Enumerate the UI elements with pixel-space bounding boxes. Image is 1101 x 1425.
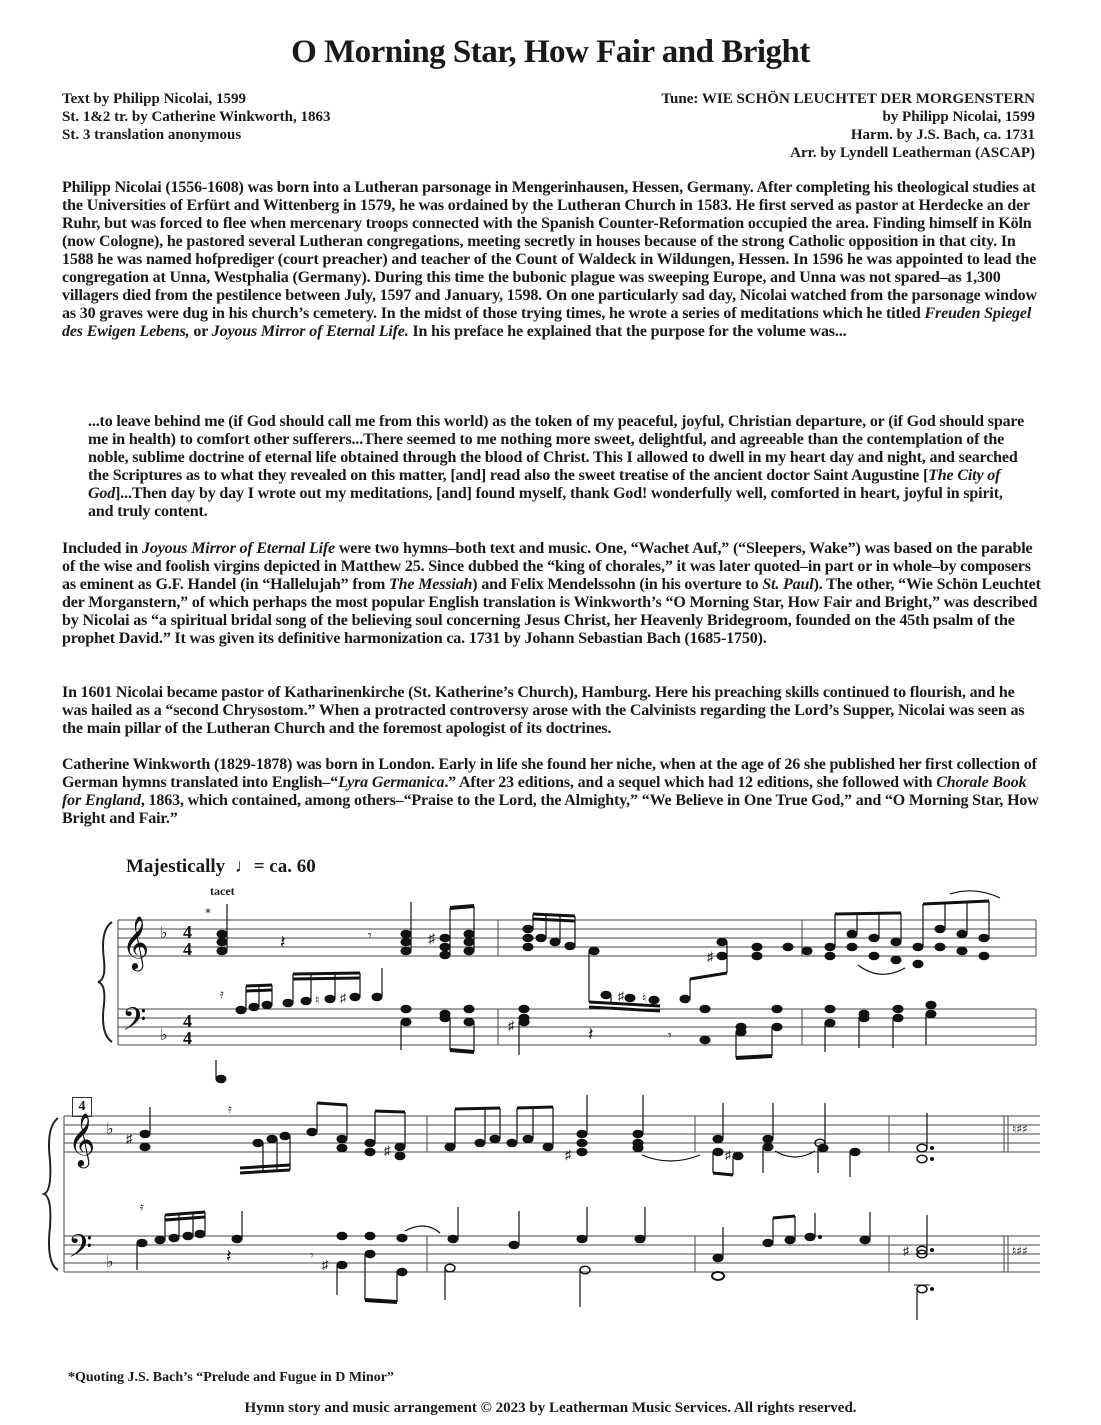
text: or	[189, 323, 212, 340]
svg-text:𝄽: 𝄽	[280, 932, 286, 952]
svg-text:♯: ♯	[725, 1148, 731, 1162]
text: , 1863, which contained, among others–“Praise to the Lord, the Almighty,” “We Believe in One True God,” and “O Morning Star, How Bright and Fair.”	[62, 792, 1039, 827]
svg-text:♭: ♭	[160, 923, 168, 942]
credit-tune: Tune: WIE SCHÖN LEUCHTET DER MORGENSTERN	[661, 91, 1035, 107]
italic-title: The City of God	[88, 467, 1001, 502]
music-system-2	[0, 1102, 1101, 1355]
bass-clef-icon: 𝄢	[122, 1001, 147, 1045]
tune-credits	[661, 90, 1035, 162]
text: ). The other, “Wie Schön Leuchtet der Morganstern,” of which perhaps the most popular English translation is Winkworth’s “O Morning Star, How Fair and Bright,” was described by Nicolai as “a spiritual bridal song of the believing soul concerning Jesus Christ, her Heavenly Bridegroom, founded on the 45th psalm of the prophet David.” It was given its definitive harmonization ca. 1731 by Johann Sebastian Bach (1685-1750).	[62, 576, 1041, 647]
credit-st3: St. 3 translation anonymous	[62, 127, 242, 143]
svg-text:4: 4	[183, 1028, 192, 1048]
quarter-note-icon: ♩	[234, 856, 254, 877]
text: ) and Felix Mendelssohn (in his overture to	[472, 576, 763, 593]
svg-text:𝄾: 𝄾	[668, 1029, 672, 1044]
svg-text:♯: ♯	[322, 1257, 329, 1272]
text: Catherine Winkworth (1829-1878) was born in London. Early in life she found her niche, when at the age of 26 she published her first collection of German hymns translated into English–“	[62, 756, 1037, 791]
tempo-text: Majestically	[126, 856, 226, 877]
tacet-marking: tacet	[210, 884, 235, 898]
text: Philipp Nicolai (1556-1608) was born into a Lutheran parsonage in Mengerinhausen, Hessen, Germany. After completing his theological studies at the Universities of Erfürt and Wittenberg in 1579, he was ordained by the Lutheran Church in 1583. He first served as pastor at Herdecke an der Ruhr, but was forced to flee when mercenary troops connected with the Spanish Counter-Reformation occupied the area. Finding himself in Köln (now Cologne), he pastored several Lutheran congregations, meeting secretly in houses because of the strong Catholic opposition in that city. In 1588 he was named hofprediger (court preacher) and teacher of the Count of Waldeck in Wildungen, Hessen. In 1596 he was appointed to lead the congregation at Unna, Westphalia (Germany). During this time the bubonic plague was sweeping Europe, and Unna was not spared–as 1,300 villagers died from the pestilence between July, 1597 and January, 1598. On one particularly sad day, Nicolai watched from the parsonage window as 30 graves were dug in his church’s cemetery. In the midst of those trying times, he wrote a series of meditations which he titled	[62, 179, 1037, 322]
story-paragraph-2	[62, 540, 1042, 648]
svg-text:♯: ♯	[707, 949, 714, 964]
sharp-key-signature-icon: ♮♯♯	[1012, 1244, 1028, 1258]
text: were two hymns–both text and music. One, “Wachet Auf,” (“Sleepers, Wake”) was based on the parable of the wise and foolish virgins depicted in Matthew 25. Since dubbed the “king of chorales,” it was later quoted–in part or in whole–by composers as eminent as G.F. Handel (in “Hallelujah” from	[62, 540, 1033, 593]
svg-text:𝄿: 𝄿	[228, 1102, 232, 1116]
treble-clef-icon: 𝄞	[68, 1112, 96, 1166]
italic-title: Chorale Book for England	[62, 774, 1027, 809]
svg-text:♭: ♭	[106, 1119, 114, 1138]
svg-text:𝄽: 𝄽	[226, 1246, 232, 1266]
svg-text:4: 4	[183, 922, 192, 942]
treble-clef-icon: 𝄞	[122, 915, 150, 969]
sharp-key-signature-icon: ♮♯♯	[1012, 1122, 1028, 1136]
italic-title: Lyra Germanica	[338, 774, 445, 791]
svg-text:♯: ♯	[384, 1143, 391, 1158]
svg-text:♯: ♯	[618, 989, 624, 1003]
italic-title: The Messiah	[389, 576, 473, 593]
italic-title: St. Paul	[762, 576, 814, 593]
credit-arranger: Arr. by Lyndell Leatherman (ASCAP)	[790, 145, 1035, 161]
svg-text:♮: ♮	[642, 991, 647, 1005]
copyright-notice: Hymn story and music arrangement © 2023 by Leatherman Music Services. All rights reserved.	[244, 1400, 857, 1416]
svg-text:𝄿: 𝄿	[220, 987, 224, 1001]
svg-text:♭: ♭	[160, 1025, 168, 1044]
story-paragraph-4	[62, 756, 1042, 828]
text: ]...Then day by day I wrote out my meditations, [and] found myself, thank God! wonderfully well, comforted in heart, joyful in spirit, and truly content.	[88, 485, 1003, 520]
music-system-1	[0, 890, 1101, 1100]
svg-text:4: 4	[183, 939, 192, 959]
text: ...to leave behind me (if God should call me from this world) as the token of my peaceful, joyful, Christian departure, or (if God should spare me in health) to comfort other sufferers...There seemed to me nothing more sweet, delightful, and agreeable than the contemplation of the noble, sublime doctrine of eternal life obtained through the blood of Christ. This I allowed to dwell in my heart day and night, and searched the Scriptures as to what they revealed on this matter, [and] read also the sweet treatise of the ancient doctor Saint Augustine [	[88, 413, 1025, 484]
svg-text:♯: ♯	[903, 1244, 909, 1258]
measure-number: 4	[72, 1097, 92, 1117]
text-credits	[62, 90, 331, 144]
svg-text:𝄽: 𝄽	[588, 1024, 594, 1044]
tempo-marking	[126, 856, 316, 878]
italic-title: Freuden Spiegel des Ewigen Lebens,	[62, 305, 1032, 340]
text: In 1601 Nicolai became pastor of Katharinenkirche (St. Katherine’s Church), Hamburg. Here his preaching skills continued to flourish, and he was hailed as a “second Chrysostom.” When a protracted controversy arose with the Calvinists regarding the Lord’s Supper, Nicolai was seen as the main pillar of the Lutheran Church and the foremost apologist of its doctrines.	[62, 684, 1025, 737]
svg-text:4: 4	[183, 1011, 192, 1031]
page-title: O Morning Star, How Fair and Bright	[291, 34, 810, 70]
credit-translator: St. 1&2 tr. by Catherine Winkworth, 1863	[62, 109, 331, 125]
footnote: *Quoting J.S. Bach’s “Prelude and Fugue in D Minor”	[68, 1370, 394, 1385]
bass-clef-icon: 𝄢	[68, 1228, 93, 1272]
svg-text:♯: ♯	[428, 932, 435, 947]
svg-text:♯: ♯	[565, 1147, 572, 1162]
credit-tune-composer: by Philipp Nicolai, 1599	[882, 109, 1035, 125]
block-quote	[88, 397, 1028, 537]
svg-text:𝄿: 𝄿	[140, 1200, 144, 1214]
svg-text:♯: ♯	[126, 1131, 133, 1146]
text: .” After 23 editions, and a sequel which had 12 editions, she followed with	[444, 774, 937, 791]
text: In his preface he explained that the purpose for the volume was...	[408, 323, 847, 340]
story-paragraph-3	[62, 684, 1042, 738]
story-paragraph-1	[62, 179, 1042, 341]
credit-harmonization: Harm. by J.S. Bach, ca. 1731	[850, 127, 1035, 143]
svg-text:♯: ♯	[508, 1018, 515, 1033]
tempo-value: = ca. 60	[253, 856, 316, 877]
svg-text:♯: ♯	[340, 991, 346, 1005]
italic-title: Joyous Mirror of Eternal Life.	[211, 323, 409, 340]
svg-text:𝄾: 𝄾	[310, 1249, 314, 1264]
svg-text:♭: ♭	[106, 1252, 114, 1271]
text: Included in	[62, 540, 143, 557]
svg-text:*: *	[205, 906, 211, 920]
italic-title: Joyous Mirror of Eternal Life	[142, 540, 336, 557]
svg-text:𝄾: 𝄾	[368, 929, 372, 944]
svg-text:♮: ♮	[315, 993, 320, 1007]
credit-text-author: Text by Philipp Nicolai, 1599	[62, 91, 247, 107]
